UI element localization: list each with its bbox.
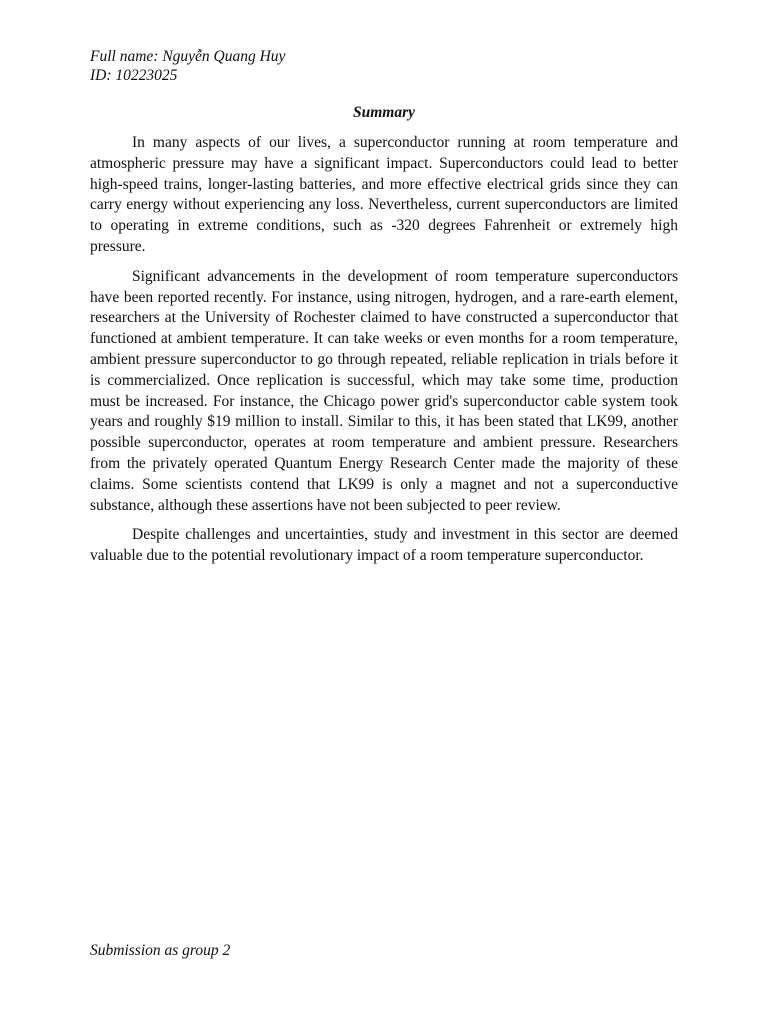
page-footer: Submission as group 2 <box>90 942 231 959</box>
student-id-line: ID: 10223025 <box>90 67 178 84</box>
document-title: Summary <box>352 104 415 121</box>
document-body <box>90 133 678 576</box>
author-name-line: Full name: Nguyễn Quang Huy <box>90 48 286 65</box>
paragraph-3: Despite challenges and uncertainties, study and investment in this sector are deemed valuable due to the potential revolutionary impact of a room temperature superconductor. <box>90 526 678 565</box>
author-header <box>90 47 285 85</box>
paragraph-2: Significant advancements in the development of room temperature superconductors have been reported recently. For instance, using nitrogen, hydrogen, and a rare-earth element, researchers at the University of Rochester claimed to have constructed a superconductor that functioned at ambient temperature. It can take weeks or even months for a room temperature, ambient pressure superconductor to go through repeated, reliable replication in trials before it is commercialized. Once replication is successful, which may take some time, production must be increased. For instance, the Chicago power grid's superconductor cable system took years and roughly $19 million to install. Similar to this, it has been stated that LK99, another possible superconductor, operates at room temperature and ambient pressure. Researchers from the privately operated Quantum Energy Research Center made the majority of these claims. Some scientists contend that LK99 is only a magnet and not a superconductive substance, although these assertions have not been subjected to peer review. <box>90 267 678 514</box>
paragraph-1: In many aspects of our lives, a superconductor running at room temperature and atmospheric pressure may have a significant impact. Superconductors could lead to better high-speed trains, longer-lasting batteries, and more effective electrical grids since they can carry energy without experiencing any loss. Nevertheless, current superconductors are limited to operating in extreme conditions, such as -320 degrees Fahrenheit or extremely high pressure. <box>90 134 678 255</box>
